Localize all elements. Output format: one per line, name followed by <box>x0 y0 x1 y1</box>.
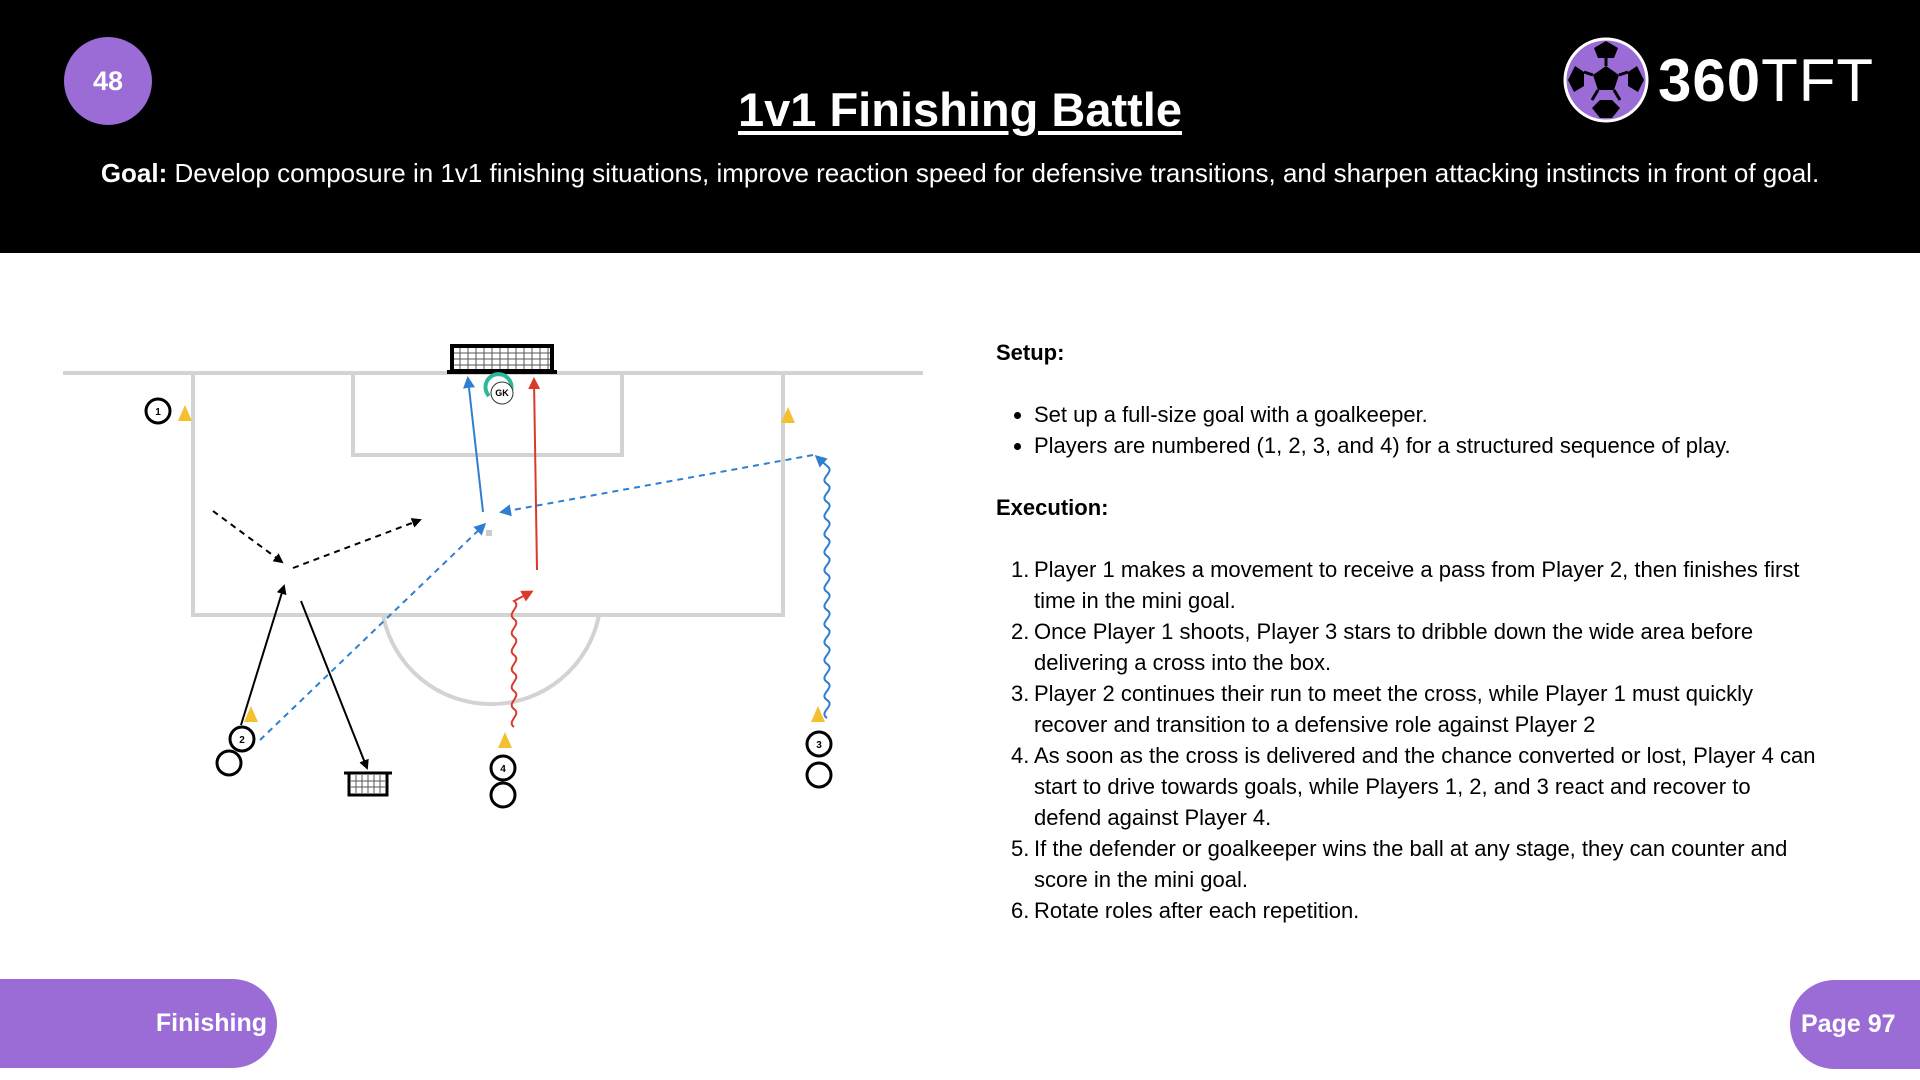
player-3-number: 3 <box>816 740 822 751</box>
players <box>146 399 831 807</box>
brand-logo <box>1562 36 1874 124</box>
goal-description <box>100 155 1820 192</box>
execution-item-text: Player 2 continues their run to meet the cross, while Player 1 must quickly recover and transition to a defensive role against Player 2 <box>1034 681 1753 737</box>
player-4 <box>491 756 515 807</box>
player-3 <box>807 732 831 787</box>
goal-label: Goal: <box>100 158 168 188</box>
cross <box>502 455 813 512</box>
cone <box>178 405 192 421</box>
execution-item <box>996 833 1816 895</box>
cone <box>498 732 512 748</box>
player-4-dribble <box>512 592 531 727</box>
player-2-number: 2 <box>239 735 245 746</box>
header-bar <box>0 0 1920 253</box>
execution-heading: Execution: <box>996 495 1109 520</box>
execution-item <box>996 554 1816 616</box>
cross-movements <box>260 379 830 740</box>
player-1-run-2 <box>293 520 420 568</box>
player-2 <box>217 727 254 775</box>
shot-blue <box>468 379 483 512</box>
execution-item-text: As soon as the cross is delivered and the chance converted or lost, Player 4 can start to drive towards goals, while Players 1, 2, and 3 react and recover to defend against Player 4. <box>1034 743 1816 830</box>
player-3-dribble <box>817 457 830 718</box>
setup-item: Set up a full-size goal with a goalkeeper. <box>996 399 1816 430</box>
execution-item <box>996 678 1816 740</box>
player-3-queue <box>807 763 831 787</box>
execution-item-text: Once Player 1 shoots, Player 3 stars to dribble down the wide area before delivering a cross into the box. <box>1034 619 1754 675</box>
execution-item <box>996 895 1816 926</box>
category-label: Finishing <box>155 1009 267 1037</box>
page-number: Page 97 <box>1801 1010 1896 1038</box>
execution-item-text: Player 1 makes a movement to receive a pass from Player 2, then finishes first time in the mini goal. <box>1034 557 1800 613</box>
player-2-queue <box>217 751 241 775</box>
logo-wordmark <box>1658 46 1874 115</box>
player-4-movements <box>512 380 537 727</box>
player-1-run <box>213 511 282 562</box>
execution-item-number: 5. <box>1011 836 1030 861</box>
logo-text-regular: TFT <box>1761 46 1875 114</box>
player-2-pass <box>241 586 284 725</box>
cone <box>811 706 825 722</box>
player-4-number: 4 <box>500 764 506 775</box>
execution-item-number: 3. <box>1011 681 1030 706</box>
execution-item-text: Rotate roles after each repetition. <box>1034 898 1360 923</box>
setup-list <box>996 399 1816 461</box>
player-1-shot <box>301 601 367 768</box>
shot-red <box>534 380 537 570</box>
execution-item-text: If the defender or goalkeeper wins the ball at any stage, they can counter and score in the mini goal. <box>1034 836 1788 892</box>
logo-text-bold: 360 <box>1658 46 1762 114</box>
drill-number-badge: 48 <box>64 37 152 125</box>
drill-diagram <box>55 330 935 840</box>
execution-item-number: 4. <box>1011 743 1030 768</box>
player-4-queue <box>491 783 515 807</box>
mini-goal <box>344 773 392 795</box>
category-tab[interactable] <box>0 979 277 1068</box>
player-1-number: 1 <box>155 407 161 418</box>
execution-item-number: 2. <box>1011 619 1030 644</box>
instructions-panel <box>996 337 1816 926</box>
soccer-ball-icon <box>1562 36 1650 124</box>
setup-heading: Setup: <box>996 340 1065 365</box>
execution-list <box>996 554 1816 926</box>
execution-item <box>996 616 1816 678</box>
main-goal <box>447 346 557 372</box>
goalkeeper-marker <box>486 374 513 404</box>
goal-text: Develop composure in 1v1 finishing situations, improve reaction speed for defensive transitions, and sharpen attacking instincts in front of goal. <box>167 158 1820 188</box>
player-1 <box>146 399 170 423</box>
player-2-run <box>260 525 484 740</box>
execution-item-number: 1. <box>1011 557 1030 582</box>
page-number-tab <box>1790 980 1920 1069</box>
ball-marker <box>486 530 492 536</box>
execution-item-number: 6. <box>1011 898 1030 923</box>
goalkeeper-label: GK <box>495 388 509 398</box>
execution-item <box>996 740 1816 833</box>
setup-item: Players are numbered (1, 2, 3, and 4) for a structured sequence of play. <box>996 430 1816 461</box>
page-title: 1v1 Finishing Battle <box>738 83 1182 136</box>
